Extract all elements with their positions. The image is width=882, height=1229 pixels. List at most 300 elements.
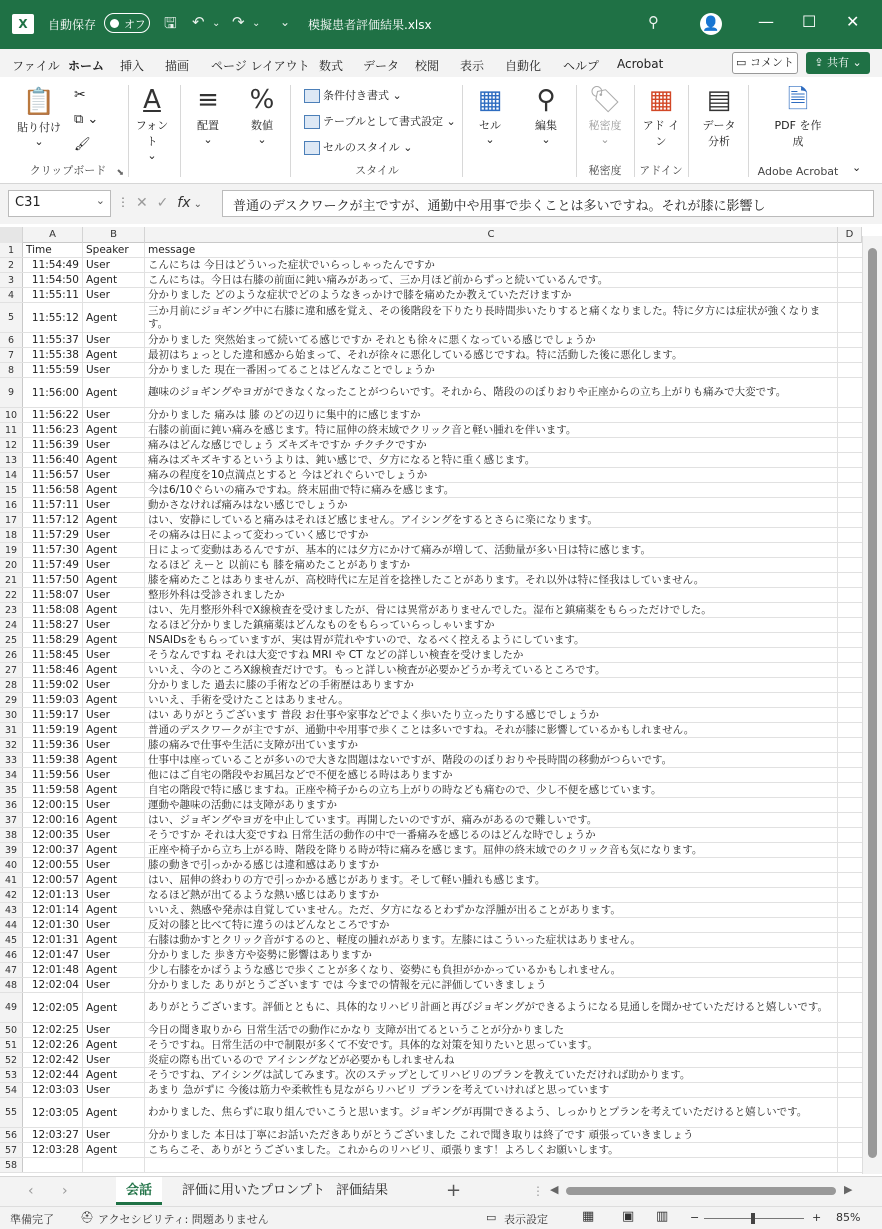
cell-speaker[interactable]: Agent [83, 903, 145, 917]
cell-message[interactable]: 分かりました どのような症状でどのようなきっかけで膝を痛めたか教えていただけますか [145, 288, 838, 302]
row-number[interactable]: 8 [0, 363, 23, 377]
undo-icon[interactable]: ↶ [192, 13, 205, 31]
conditional-format-button[interactable]: 条件付き書式 ⌄ [304, 87, 402, 103]
cell-speaker[interactable]: Agent [83, 273, 145, 287]
cell-speaker[interactable]: User [83, 1083, 145, 1097]
minimize-icon[interactable]: — [758, 12, 774, 31]
cell-message[interactable]: 右膝の前面に鈍い痛みを感じます。特に屈伸の終末域でクリック音と軽い腫れを伴います。 [145, 423, 838, 437]
alignment-button[interactable]: ≡ 配置 ⌄ [186, 83, 230, 146]
cell-speaker[interactable]: User [83, 1128, 145, 1142]
row-number[interactable]: 16 [0, 498, 23, 512]
row-number[interactable]: 29 [0, 693, 23, 707]
cell-speaker[interactable]: User [83, 768, 145, 782]
format-painter-icon[interactable]: 🖌 [74, 137, 91, 152]
row-number[interactable]: 1 [0, 243, 23, 257]
cell-message[interactable]: はい、先月整形外科でX線検査を受けましたが、骨には異常がありませんでした。湿布と鎮痛薬をもらっただけでした。 [145, 603, 838, 617]
cell-time[interactable]: 12:00:37 [23, 843, 83, 857]
cell-time[interactable]: 12:03:03 [23, 1083, 83, 1097]
row-number[interactable]: 28 [0, 678, 23, 692]
cell-time[interactable]: 12:01:48 [23, 963, 83, 977]
row-number[interactable]: 51 [0, 1038, 23, 1052]
cell-time[interactable]: 11:57:29 [23, 528, 83, 542]
cell-time[interactable] [23, 1158, 83, 1172]
cell-time[interactable]: 11:55:37 [23, 333, 83, 347]
cell-message[interactable]: いいえ、熱感や発赤は自覚していません。ただ、夕方になるとわずかな浮腫が出ることがあります。 [145, 903, 838, 917]
cell-speaker[interactable]: Agent [83, 423, 145, 437]
accessibility-status[interactable]: アクセシビリティ: 問題ありません [98, 1213, 269, 1226]
create-pdf-button[interactable] [772, 83, 824, 149]
cell-speaker[interactable]: User [83, 978, 145, 992]
header-speaker[interactable]: Speaker [83, 243, 145, 257]
font-button[interactable]: A フォント ⌄ [132, 83, 172, 162]
cell-speaker[interactable]: Agent [83, 873, 145, 887]
collapse-ribbon-icon[interactable]: ⌄ [852, 161, 862, 174]
cell-message[interactable]: そうなんですね それは大変ですね MRI や CT などの詳しい検査を受けましたか [145, 648, 838, 662]
cell-time[interactable]: 11:58:46 [23, 663, 83, 677]
cell-message[interactable]: そうですね、アイシングは試してみます。次のステップとしてリハビリのプランを教えていただければ助かります。 [145, 1068, 838, 1082]
tab-insert[interactable]: 挿入 [120, 59, 145, 73]
zoom-in-icon[interactable]: + [812, 1211, 822, 1224]
cell-time[interactable]: 12:00:16 [23, 813, 83, 827]
cell-time[interactable]: 11:55:11 [23, 288, 83, 302]
cell-speaker[interactable]: Agent [83, 378, 145, 407]
cell-message[interactable]: いいえ、手術を受けたことはありません。 [145, 693, 838, 707]
cell-speaker[interactable]: User [83, 618, 145, 632]
zoom-level[interactable]: 85% [836, 1211, 861, 1224]
header-time[interactable]: Time [23, 243, 83, 257]
cell-speaker[interactable]: Agent [83, 843, 145, 857]
cell-speaker[interactable]: User [83, 588, 145, 602]
cell-speaker[interactable]: User [83, 288, 145, 302]
cell-message[interactable]: 日によって変動はあるんですが、基本的には夕方にかけて痛みが増して、活動量が多い日は特に感じます。 [145, 543, 838, 557]
cell-message[interactable]: NSAIDsをもらっていますが、実は胃が荒れやすいので、なるべく控えるようにしています。 [145, 633, 838, 647]
cell-speaker[interactable]: Agent [83, 963, 145, 977]
cell-message[interactable]: 膝の動きで引っかかる感じは違和感はありますか [145, 858, 838, 872]
cell-time[interactable]: 11:57:50 [23, 573, 83, 587]
cell-time[interactable]: 11:55:12 [23, 303, 83, 332]
cell-speaker[interactable]: User [83, 738, 145, 752]
cell-time[interactable]: 11:57:49 [23, 558, 83, 572]
cut-icon[interactable]: ✂ [74, 87, 86, 103]
cell-speaker[interactable]: Agent [83, 483, 145, 497]
cell-message[interactable]: はい ありがとうございます 普段 お仕事や家事などでよく歩いたり立ったりする感じでしょうか [145, 708, 838, 722]
cell-speaker[interactable]: User [83, 558, 145, 572]
row-number[interactable]: 34 [0, 768, 23, 782]
save-icon[interactable]: 🖫 [164, 14, 177, 32]
sheet-tab-results[interactable]: 評価結果 [336, 1183, 389, 1198]
zoom-slider-thumb[interactable] [751, 1213, 755, 1224]
row-number[interactable]: 41 [0, 873, 23, 887]
column-header-b[interactable]: B [83, 227, 145, 243]
editing-button[interactable]: ⚲ 編集 ⌄ [524, 83, 568, 146]
row-number[interactable]: 30 [0, 708, 23, 722]
tab-help[interactable]: ヘルプ [563, 59, 600, 73]
cell-time[interactable]: 11:59:38 [23, 753, 83, 767]
share-button[interactable]: ⇪ 共有 ⌄ [806, 52, 870, 74]
cell-message[interactable]: 分かりました 本日は丁寧にお話いただきありがとうございました これで聞き取りは終了です 頑張っていきましょう [145, 1128, 838, 1142]
cell-message[interactable]: 痛みはどんな感じでしょう ズキズキですか チクチクですか [145, 438, 838, 452]
cell-time[interactable]: 12:03:28 [23, 1143, 83, 1157]
cell-speaker[interactable]: User [83, 1053, 145, 1067]
row-number[interactable]: 15 [0, 483, 23, 497]
row-number[interactable]: 17 [0, 513, 23, 527]
cell-speaker[interactable]: Agent [83, 663, 145, 677]
cell-speaker[interactable]: Agent [83, 783, 145, 797]
column-header-d[interactable]: D [838, 227, 862, 243]
row-number[interactable]: 26 [0, 648, 23, 662]
cell-speaker[interactable]: User [83, 528, 145, 542]
cell-time[interactable]: 11:56:57 [23, 468, 83, 482]
display-settings-icon[interactable]: ▭ [486, 1211, 497, 1224]
row-number[interactable]: 13 [0, 453, 23, 467]
row-number[interactable]: 33 [0, 753, 23, 767]
row-number[interactable]: 2 [0, 258, 23, 272]
cell-speaker[interactable]: Agent [83, 513, 145, 527]
name-box[interactable] [8, 190, 111, 217]
cell-message[interactable]: 炎症の際も出ているので アイシングなどが必要かもしれませんね [145, 1053, 838, 1067]
cell-speaker[interactable]: User [83, 888, 145, 902]
horizontal-scrollbar[interactable] [548, 1183, 858, 1196]
cell-message[interactable]: こちらこそ、ありがとうございました。これからのリハビリ、頑張ります！よろしくお願いします。 [145, 1143, 838, 1157]
cell-message[interactable]: 最初はちょっとした違和感から始まって、それが徐々に悪化している感じですね。特に活動した後に悪化します。 [145, 348, 838, 362]
zoom-out-icon[interactable]: − [690, 1211, 700, 1224]
cell-message[interactable]: 反対の膝と比べて特に違うのはどんなところですか [145, 918, 838, 932]
normal-view-icon[interactable]: ▦ [582, 1209, 595, 1224]
add-sheet-icon[interactable]: + [446, 1180, 462, 1201]
cell-speaker[interactable]: User [83, 498, 145, 512]
cell-time[interactable]: 12:01:31 [23, 933, 83, 947]
cell-time[interactable]: 12:00:35 [23, 828, 83, 842]
row-number[interactable]: 38 [0, 828, 23, 842]
cell-time[interactable]: 11:59:03 [23, 693, 83, 707]
tab-formulas[interactable]: 数式 [319, 59, 344, 73]
cell-message[interactable]: なるほど分かりました鎮痛薬はどんなものをもらっていらっしゃいますか [145, 618, 838, 632]
cell-message[interactable]: 運動や趣味の活動には支障がありますか [145, 798, 838, 812]
cell-message[interactable]: なるほど熱が出てるような熱い感じはありますか [145, 888, 838, 902]
cell-message[interactable]: 三か月前にジョギング中に右膝に違和感を覚え、その後階段を下りたり長時間歩いたりすると痛くなりました。特に夕方には症状が強くなります。 [145, 303, 838, 332]
cell-message[interactable]: なるほど えーと 以前にも 膝を痛めたことがありますか [145, 558, 838, 572]
tab-page-layout[interactable]: ページ レイアウト [211, 59, 310, 73]
row-number[interactable]: 46 [0, 948, 23, 962]
cell-speaker[interactable]: User [83, 333, 145, 347]
tab-draw[interactable]: 描画 [165, 59, 190, 73]
sensitivity-button[interactable]: 🏷 秘密度 ⌄ [583, 83, 627, 146]
format-as-table-button[interactable]: テーブルとして書式設定 ⌄ [304, 113, 456, 129]
cell-speaker[interactable]: User [83, 468, 145, 482]
row-number[interactable]: 54 [0, 1083, 23, 1097]
cell-message[interactable]: 仕事中は座っていることが多いので大きな問題はないですが、階段ののぼりおりや長時間の移動がつらいです。 [145, 753, 838, 767]
cell-speaker[interactable]: Agent [83, 303, 145, 332]
accessibility-icon[interactable]: ⛑ [80, 1211, 94, 1224]
account-avatar-icon[interactable]: 👤 [700, 13, 722, 35]
cell-message[interactable]: 分かりました 過去に膝の手術などの手術歴はありますか [145, 678, 838, 692]
row-number[interactable]: 6 [0, 333, 23, 347]
tab-automate[interactable]: 自動化 [505, 59, 542, 73]
row-number[interactable]: 44 [0, 918, 23, 932]
cell-speaker[interactable]: User [83, 258, 145, 272]
cell-time[interactable]: 11:54:50 [23, 273, 83, 287]
autosave-toggle[interactable] [104, 13, 150, 33]
row-number[interactable]: 58 [0, 1158, 23, 1172]
cell-speaker[interactable]: Agent [83, 453, 145, 467]
cell-message[interactable]: 分かりました 現在一番困ってることはどんなことでしょうか [145, 363, 838, 377]
cell-time[interactable]: 11:55:38 [23, 348, 83, 362]
tab-acrobat[interactable]: Acrobat [617, 57, 664, 71]
cell-time[interactable]: 11:59:19 [23, 723, 83, 737]
cell-message[interactable]: 少し右膝をかばうような感じで歩くことが多くなり、姿勢にも負担がかかっているかもしれません。 [145, 963, 838, 977]
maximize-icon[interactable]: ☐ [802, 12, 817, 31]
cell-message[interactable]: 右膝は動かすとクリック音がするのと、軽度の腫れがあります。左膝にはこういった症状はありません。 [145, 933, 838, 947]
analyze-data-button[interactable] [696, 83, 742, 149]
row-number[interactable]: 11 [0, 423, 23, 437]
row-number[interactable]: 48 [0, 978, 23, 992]
cells-button[interactable]: ▦ セル ⌄ [470, 83, 510, 146]
page-layout-view-icon[interactable]: ▣ [622, 1209, 635, 1224]
row-number[interactable]: 18 [0, 528, 23, 542]
tab-view[interactable]: 表示 [460, 59, 485, 73]
row-number[interactable]: 49 [0, 993, 23, 1022]
addin-button[interactable] [640, 83, 682, 149]
row-number[interactable]: 4 [0, 288, 23, 302]
next-sheet-icon[interactable]: › [62, 1183, 68, 1199]
cell-time[interactable]: 11:57:11 [23, 498, 83, 512]
enter-icon[interactable]: ✓ [156, 195, 169, 211]
row-number[interactable]: 52 [0, 1053, 23, 1067]
cell-speaker[interactable]: Agent [83, 1098, 145, 1127]
cell-styles-button[interactable]: セルのスタイル ⌄ [304, 139, 413, 155]
cell-message[interactable]: はい、安静にしていると痛みはそれほど感じません。アイシングをするとさらに楽になります。 [145, 513, 838, 527]
cell-message[interactable]: いいえ、今のところX線検査だけです。もっと詳しい検査が必要かどうか考えているところです。 [145, 663, 838, 677]
cell-time[interactable]: 11:59:58 [23, 783, 83, 797]
formula-input[interactable]: 普通のデスクワークが主ですが、通勤中や用事で歩くことは多いですね。それが膝に影響し [222, 190, 874, 217]
cell-time[interactable]: 11:57:12 [23, 513, 83, 527]
vertical-scroll-thumb[interactable] [868, 248, 877, 1158]
scroll-right-icon[interactable]: ▶ [844, 1183, 853, 1196]
cell-time[interactable]: 12:02:26 [23, 1038, 83, 1052]
dialog-launcher-icon[interactable]: ⬊ [116, 168, 124, 178]
cell-speaker[interactable]: Agent [83, 993, 145, 1022]
cell-message[interactable]: 趣味のジョギングやヨガができなくなったことがつらいです。それから、階段ののぼりおりや正座からの立ち上がりも痛みで大変です。 [145, 378, 838, 407]
comment-button[interactable] [732, 52, 798, 74]
cell-speaker[interactable]: User [83, 708, 145, 722]
cell-message[interactable]: はい、ジョギングやヨガを中止しています。再開したいのですが、痛みがあるので難しいです。 [145, 813, 838, 827]
cell-message[interactable]: 膝を痛めたことはありませんが、高校時代に左足首を捻挫したことがあります。それ以外は特に怪我はしていません。 [145, 573, 838, 587]
cell-time[interactable]: 12:00:15 [23, 798, 83, 812]
close-icon[interactable]: ✕ [846, 12, 860, 31]
vertical-scrollbar[interactable] [862, 236, 882, 1174]
cell-time[interactable]: 12:01:14 [23, 903, 83, 917]
sheet-tab-prompt[interactable]: 評価に用いたプロンプト [182, 1183, 326, 1198]
row-number[interactable]: 10 [0, 408, 23, 422]
cell-time[interactable]: 11:59:02 [23, 678, 83, 692]
tab-review[interactable]: 校閲 [415, 59, 440, 73]
cell-message[interactable]: ありがとうございます。評価とともに、具体的なリハビリ計画と再びジョギングができるようになる見通しを聞かせていただけると嬉しいです。 [145, 993, 838, 1022]
row-number[interactable]: 50 [0, 1023, 23, 1037]
cell-message[interactable]: 正座や椅子から立ち上がる時、階段を降りる時が特に痛みを感じます。屈伸の終末域でのクリック音も気になります。 [145, 843, 838, 857]
cell-time[interactable]: 12:02:42 [23, 1053, 83, 1067]
cell-time[interactable]: 11:56:23 [23, 423, 83, 437]
cell-time[interactable]: 11:56:22 [23, 408, 83, 422]
copy-icon[interactable]: ⧉ ⌄ [74, 112, 99, 127]
cell-time[interactable]: 11:54:49 [23, 258, 83, 272]
search-icon[interactable]: ⚲ [648, 13, 659, 31]
cell-message[interactable]: 整形外科は受診されましたか [145, 588, 838, 602]
cell-time[interactable]: 11:58:45 [23, 648, 83, 662]
cell-time[interactable]: 11:56:40 [23, 453, 83, 467]
cell-speaker[interactable]: Agent [83, 573, 145, 587]
row-number[interactable]: 22 [0, 588, 23, 602]
row-number[interactable]: 19 [0, 543, 23, 557]
row-number[interactable]: 45 [0, 933, 23, 947]
row-number[interactable]: 25 [0, 633, 23, 647]
cell-time[interactable]: 11:58:08 [23, 603, 83, 617]
cell-time[interactable]: 11:59:36 [23, 738, 83, 752]
cell-message[interactable]: 痛みはズキズキするというよりは、鈍い感じで、夕方になると特に重く感じます。 [145, 453, 838, 467]
row-number[interactable]: 55 [0, 1098, 23, 1127]
select-all-corner[interactable] [0, 227, 23, 243]
cell-time[interactable]: 11:59:56 [23, 768, 83, 782]
cell-speaker[interactable]: Agent [83, 813, 145, 827]
cell-speaker[interactable]: User [83, 948, 145, 962]
cell-speaker[interactable]: User [83, 648, 145, 662]
cell-time[interactable]: 12:00:57 [23, 873, 83, 887]
page-break-view-icon[interactable]: ▥ [656, 1209, 669, 1224]
row-number[interactable]: 53 [0, 1068, 23, 1082]
row-number[interactable]: 43 [0, 903, 23, 917]
cell-message[interactable]: 他にはご自宅の階段やお風呂などで不便を感じる時はありますか [145, 768, 838, 782]
cell-message[interactable]: 動かさなければ痛みはない感じでしょうか [145, 498, 838, 512]
cell-time[interactable]: 12:01:30 [23, 918, 83, 932]
paste-button[interactable]: 📋 貼り付け ⌄ [17, 87, 61, 148]
insert-function-icon[interactable]: fx [177, 195, 191, 211]
row-number[interactable]: 40 [0, 858, 23, 872]
cell-message[interactable]: その痛みは日によって変わっていく感じですか [145, 528, 838, 542]
cell-message[interactable]: こんにちは 今日はどういった症状でいらっしゃったんですか [145, 258, 838, 272]
column-header-a[interactable]: A [23, 227, 83, 243]
cell-speaker[interactable]: User [83, 678, 145, 692]
cell-speaker[interactable] [83, 1158, 145, 1172]
header-message[interactable]: message [145, 243, 838, 257]
cell-message[interactable] [145, 1158, 838, 1172]
cell-message[interactable]: 分かりました 痛みは 膝 のどの辺りに集中的に感じますか [145, 408, 838, 422]
cell-speaker[interactable]: User [83, 438, 145, 452]
cell-speaker[interactable]: User [83, 858, 145, 872]
cell-time[interactable]: 11:55:59 [23, 363, 83, 377]
cell-message[interactable]: 自宅の階段で特に感じますね。正座や椅子からの立ち上がりの時なども痛むので、少し不便を感じています。 [145, 783, 838, 797]
row-number[interactable]: 24 [0, 618, 23, 632]
row-number[interactable]: 36 [0, 798, 23, 812]
cell-speaker[interactable]: User [83, 798, 145, 812]
worksheet-grid[interactable] [0, 224, 882, 1174]
cell-time[interactable]: 12:00:55 [23, 858, 83, 872]
tab-file[interactable]: ファイル [12, 59, 60, 73]
cell-time[interactable]: 12:03:27 [23, 1128, 83, 1142]
cell-time[interactable]: 12:01:47 [23, 948, 83, 962]
row-number[interactable]: 57 [0, 1143, 23, 1157]
cell-time[interactable]: 11:56:39 [23, 438, 83, 452]
cell-time[interactable]: 12:02:04 [23, 978, 83, 992]
cell-time[interactable]: 12:02:25 [23, 1023, 83, 1037]
tab-split-handle-icon[interactable]: ⋮ [532, 1184, 544, 1198]
customize-toolbar-icon[interactable]: ⌄ [280, 15, 291, 29]
cell-message[interactable]: はい、屈伸の終わりの方で引っかかる感じがあります。そして軽い腫れも感じます。 [145, 873, 838, 887]
cell-time[interactable]: 11:58:29 [23, 633, 83, 647]
cell-speaker[interactable]: User [83, 408, 145, 422]
cell-message[interactable]: 普通のデスクワークが主ですが、通勤中や用事で歩くことは多いですね。それが膝に影響しているかもしれません。 [145, 723, 838, 737]
row-number[interactable]: 5 [0, 303, 23, 332]
display-settings[interactable]: 表示設定 [504, 1213, 548, 1226]
cell-speaker[interactable]: Agent [83, 753, 145, 767]
cell-message[interactable]: そうですか それは大変ですね 日常生活の動作の中で一番痛みを感じるのはどんな時でしょうか [145, 828, 838, 842]
cell-speaker[interactable]: Agent [83, 1143, 145, 1157]
cell-message[interactable]: あまり 急がずに 今後は筋力や柔軟性も見ながらリハビリ プランを考えていければと思っています [145, 1083, 838, 1097]
row-number[interactable]: 37 [0, 813, 23, 827]
cell-speaker[interactable]: User [83, 363, 145, 377]
cell-time[interactable]: 11:58:07 [23, 588, 83, 602]
cell-time[interactable]: 11:57:30 [23, 543, 83, 557]
cell-speaker[interactable]: Agent [83, 603, 145, 617]
row-number[interactable]: 20 [0, 558, 23, 572]
row-number[interactable]: 27 [0, 663, 23, 677]
cell-time[interactable]: 11:56:00 [23, 378, 83, 407]
tab-data[interactable]: データ [363, 59, 400, 73]
row-number[interactable]: 39 [0, 843, 23, 857]
cell-speaker[interactable]: User [83, 918, 145, 932]
cell-message[interactable]: そうですね。日常生活の中で制限が多くて不安です。具体的な対策を知りたいと思っています。 [145, 1038, 838, 1052]
row-number[interactable]: 32 [0, 738, 23, 752]
cell-time[interactable]: 11:59:17 [23, 708, 83, 722]
undo-dropdown-icon[interactable]: ⌄ [212, 18, 221, 29]
cell-speaker[interactable]: Agent [83, 1038, 145, 1052]
row-number[interactable]: 23 [0, 603, 23, 617]
row-number[interactable]: 7 [0, 348, 23, 362]
cell-message[interactable]: わかりました、焦らずに取り組んでいこうと思います。ジョギングが再開できるよう、しっかりとプランを考えていただけると嬉しいです。 [145, 1098, 838, 1127]
cell-speaker[interactable]: Agent [83, 723, 145, 737]
row-number[interactable]: 56 [0, 1128, 23, 1142]
cell-speaker[interactable]: User [83, 1023, 145, 1037]
sheet-tab-conversation[interactable]: 会話 [116, 1177, 162, 1205]
cell-message[interactable]: 痛みの程度を10点満点とすると 今はどれぐらいでしょうか [145, 468, 838, 482]
cell-time[interactable]: 12:01:13 [23, 888, 83, 902]
cell-time[interactable]: 11:58:27 [23, 618, 83, 632]
name-box-dropdown-icon[interactable]: ⌄ [95, 194, 105, 207]
cell-message[interactable]: こんにちは。今日は右膝の前面に鈍い痛みがあって、三か月ほど前からずっと続いているんです。 [145, 273, 838, 287]
prev-sheet-icon[interactable]: ‹ [28, 1183, 34, 1199]
cell-speaker[interactable]: Agent [83, 693, 145, 707]
cell-time[interactable]: 11:56:58 [23, 483, 83, 497]
cell-message[interactable]: 今は6/10ぐらいの痛みですね。終末屈曲で特に痛みを感じます。 [145, 483, 838, 497]
cell-time[interactable]: 12:03:05 [23, 1098, 83, 1127]
redo-icon[interactable]: ↷ [232, 13, 245, 31]
cell-message[interactable]: 分かりました 歩き方や姿勢に影響はありますか [145, 948, 838, 962]
cell-message[interactable]: 膝の痛みで仕事や生活に支障が出ていますか [145, 738, 838, 752]
row-number[interactable]: 12 [0, 438, 23, 452]
row-number[interactable]: 42 [0, 888, 23, 902]
cancel-icon[interactable]: ✕ [136, 195, 148, 211]
row-number[interactable]: 21 [0, 573, 23, 587]
row-number[interactable]: 47 [0, 963, 23, 977]
cell-speaker[interactable]: Agent [83, 633, 145, 647]
cell-speaker[interactable]: Agent [83, 1068, 145, 1082]
cell-speaker[interactable]: Agent [83, 348, 145, 362]
cell-speaker[interactable]: User [83, 828, 145, 842]
cell-time[interactable]: 12:02:05 [23, 993, 83, 1022]
horizontal-scroll-thumb[interactable] [566, 1187, 836, 1195]
tab-home[interactable]: ホーム [68, 59, 105, 73]
cell-message[interactable]: 分かりました 突然始まって続いてる感じですか それとも徐々に悪くなっている感じでしょうか [145, 333, 838, 347]
row-number[interactable]: 9 [0, 378, 23, 407]
cell-speaker[interactable]: Agent [83, 543, 145, 557]
